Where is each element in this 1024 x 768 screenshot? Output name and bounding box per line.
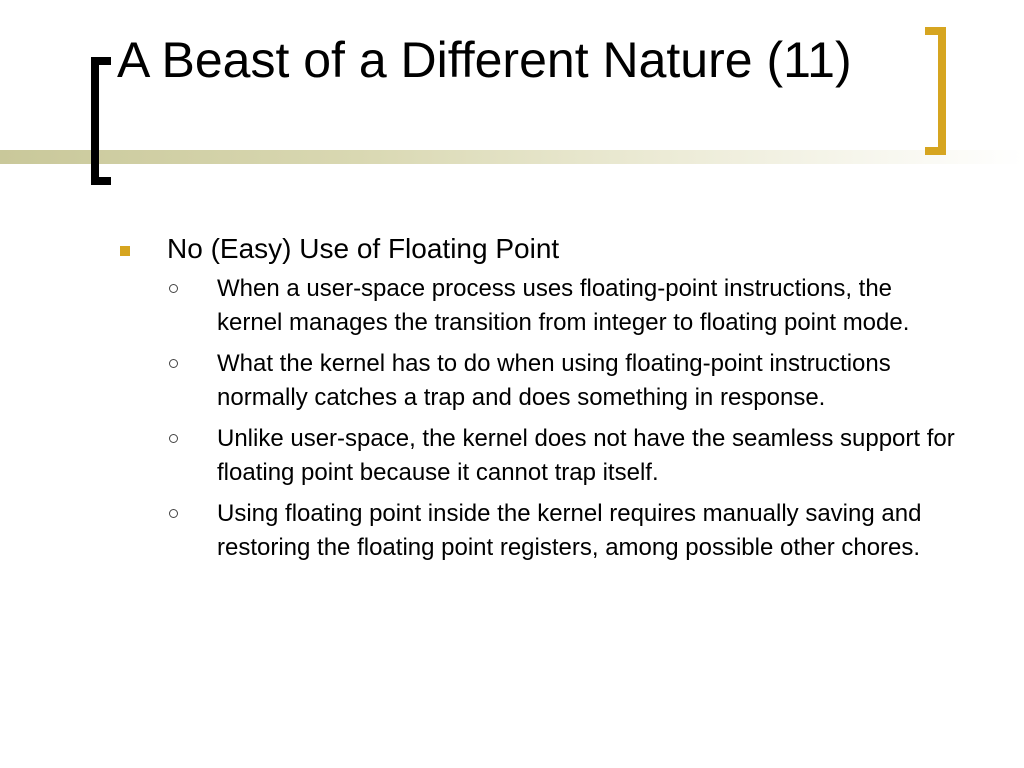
sub-bullet-text: When a user-space process uses floating-point instructions, the kernel manages the transition from integer to floating point mode.: [217, 275, 910, 336]
ring-bullet-icon: [169, 434, 178, 443]
slide-body: [118, 226, 958, 572]
sub-bullet: [118, 272, 958, 340]
sub-bullet: [118, 497, 958, 565]
square-bullet-icon: [120, 246, 130, 256]
slide-title: A Beast of a Different Nature (11): [117, 32, 852, 88]
title-underline-gradient: [0, 150, 1024, 164]
bullet-text: No (Easy) Use of Floating Point: [167, 233, 560, 264]
sub-bullet-list: [118, 272, 958, 565]
right-bracket-decoration: [925, 27, 946, 155]
sub-bullet: [118, 422, 958, 490]
ring-bullet-icon: [169, 509, 178, 518]
sub-bullet-text: Unlike user-space, the kernel does not have the seamless support for floating point because it cannot trap itself.: [217, 425, 955, 486]
sub-bullet-text: Using floating point inside the kernel requires manually saving and restoring the floating point registers, among possible other chores.: [217, 500, 922, 561]
ring-bullet-icon: [169, 284, 178, 293]
left-bracket-decoration: [91, 57, 111, 185]
ring-bullet-icon: [169, 359, 178, 368]
sub-bullet-text: What the kernel has to do when using floating-point instructions normally catches a trap and does something in response.: [217, 350, 891, 411]
bullet-level1: [118, 226, 958, 272]
sub-bullet: [118, 347, 958, 415]
